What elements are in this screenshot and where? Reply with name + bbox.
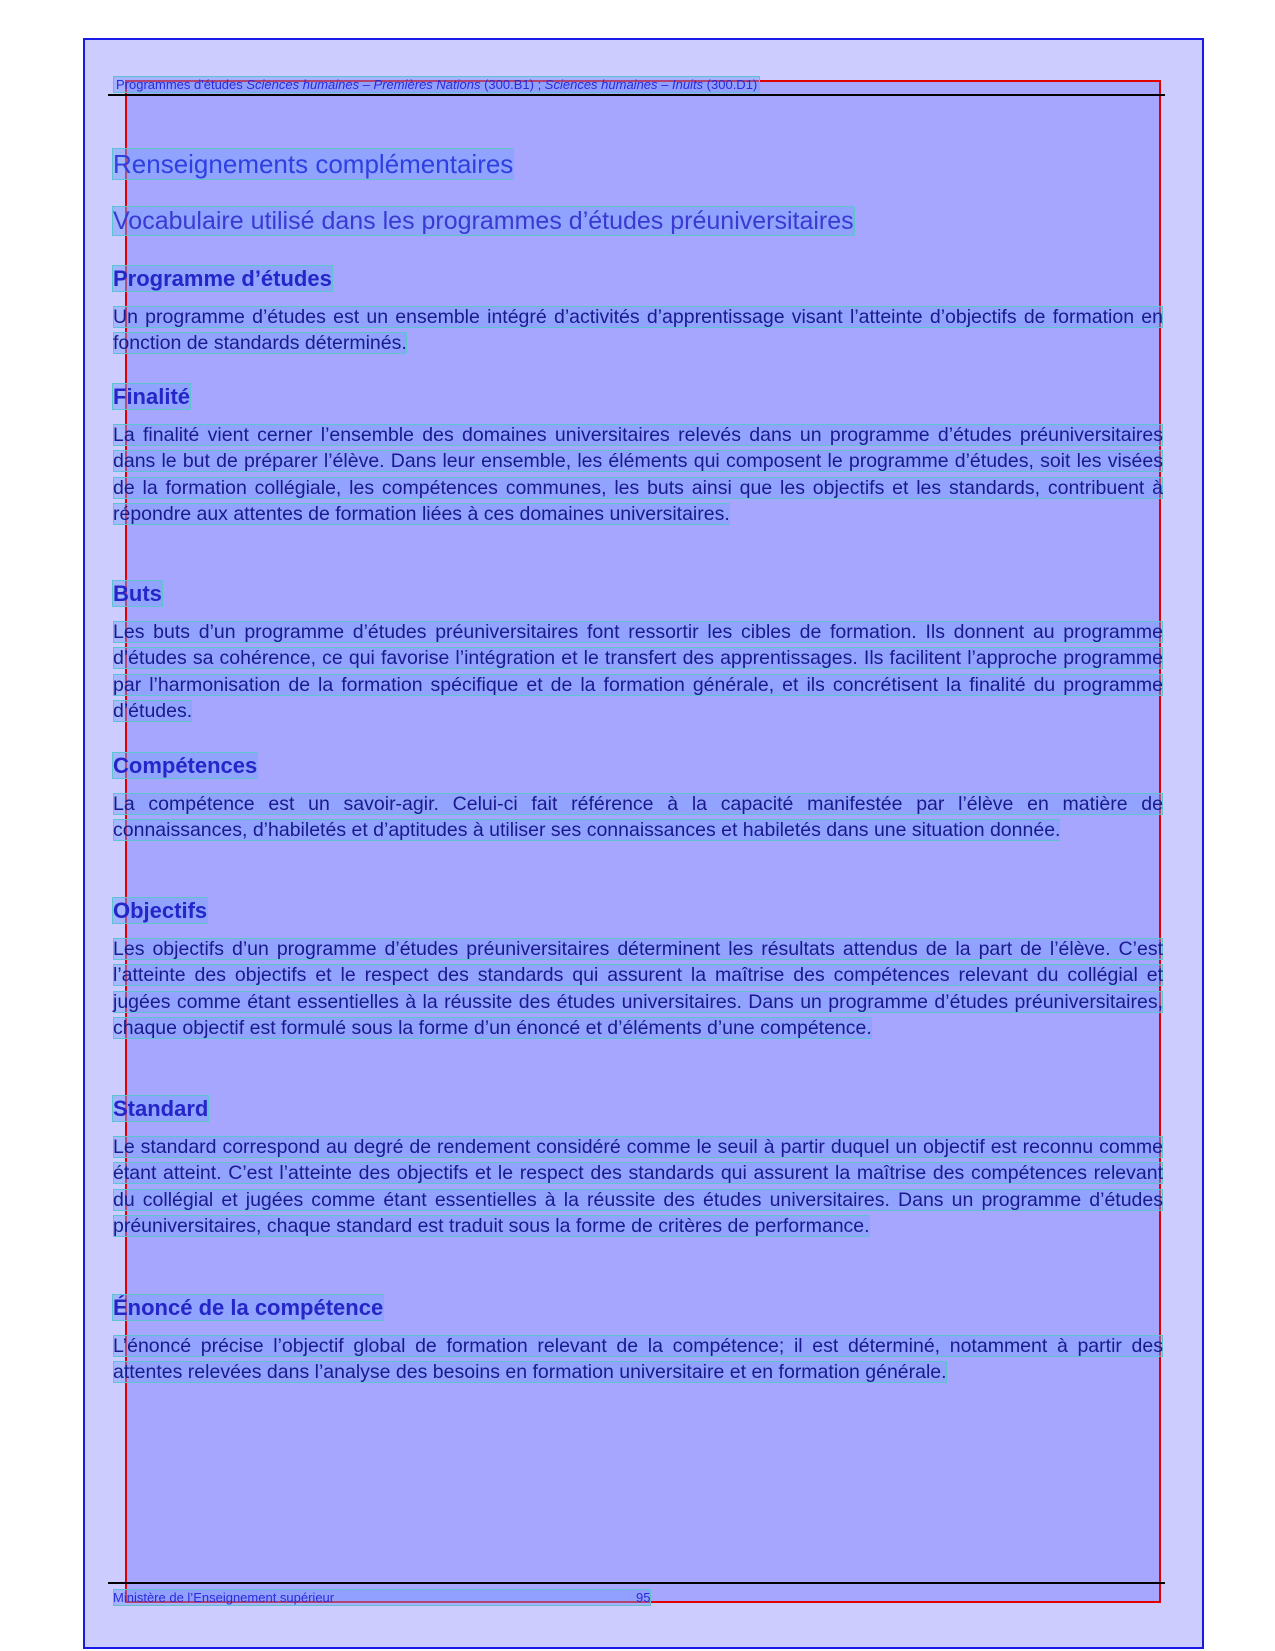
header-text-5: (300.D1) xyxy=(703,77,758,92)
page-title: Renseignements complémentaires xyxy=(113,149,514,179)
section-heading: Énoncé de la compétence xyxy=(113,1295,384,1320)
section-text: Un programme d’études est un ensemble intégré d’activités d’apprentissage visant l’atteinte d’objectifs de formation en fonction de standards déterminés. xyxy=(113,306,1163,355)
page-subtitle: Vocabulaire utilisé dans les programmes d’études préuniversitaires xyxy=(113,207,854,235)
header-text-1: Programmes d'études xyxy=(116,77,247,92)
section-text: Les buts d’un programme d’études préuniversitaires font ressortir les cibles de formation. Ils donnent au programme d’études sa cohérence, ce qui favorise l’intégration et le transfert des apprentissages. Ils facilitent l’approche programme par l’harmonisation de la formation spécifique et de la formation générale, et ils concrétisent la finalité du programme d’études. xyxy=(113,621,1163,723)
header-text-2: Sciences humaines – Premières Nations xyxy=(246,77,481,92)
header-text-3: (300.B1) ; xyxy=(480,77,545,92)
section-text: L’énoncé précise l’objectif global de formation relevant de la compétence; il est déterminé, notamment à partir des attentes relevées dans l’analyse des besoins en formation universitaire et en formation générale. xyxy=(113,1335,1163,1384)
section-heading: Compétences xyxy=(113,753,258,778)
header-text-4: Sciences humaines – Inuits xyxy=(544,77,704,92)
footer-ministry: Ministère de l’Enseignement supérieur xyxy=(113,1590,335,1605)
section-text: Les objectifs d’un programme d’études préuniversitaires déterminent les résultats attendus de la part de l’élève. C’est l’atteinte des objectifs et le respect des standards qui assurent la maîtrise des compétences relevant du collégial et jugées comme étant essentielles à la réussite des études universitaires. Dans un programme d’études préuniversitaires, chaque objectif est formulé sous la forme d’un énoncé et d’éléments d’une compétence. xyxy=(113,938,1163,1040)
section-heading: Finalité xyxy=(113,384,191,409)
header-rule xyxy=(108,94,1165,96)
section-text: La finalité vient cerner l’ensemble des domaines universitaires relevés dans un programme d’études préuniversitaires dans le but de préparer l’élève. Dans leur ensemble, les éléments qui composent le programme d’études, soit les visées de la formation collégiale, les compétences communes, les buts ainsi que les objectifs et les standards, contribuent à répondre aux attentes de formation liées à ces domaines universitaires. xyxy=(113,424,1163,526)
section-heading: Buts xyxy=(113,581,162,606)
footer-rule xyxy=(108,1582,1165,1584)
section-heading: Programme d’études xyxy=(113,266,332,291)
section-heading: Standard xyxy=(113,1096,209,1121)
section-heading: Objectifs xyxy=(113,898,208,923)
section-text: La compétence est un savoir-agir. Celui-ci fait référence à la capacité manifestée par l’élève en matière de connaissances, d’habiletés et d’aptitudes à utiliser ses connaissances et habiletés dans une situation donnée. xyxy=(113,793,1163,842)
section-text: Le standard correspond au degré de rendement considéré comme le seuil à partir duquel un objectif est reconnu comme étant atteint. C’est l’atteinte des objectifs et le respect des standards qui assurent la maîtrise des compétences relevant du collégial et jugées comme étant essentielles à la réussite des études universitaires. Dans un programme d’études préuniversitaires, chaque standard est traduit sous la forme de critères de performance. xyxy=(113,1136,1163,1238)
page-number: 95 xyxy=(636,1590,651,1605)
running-header xyxy=(113,76,760,93)
